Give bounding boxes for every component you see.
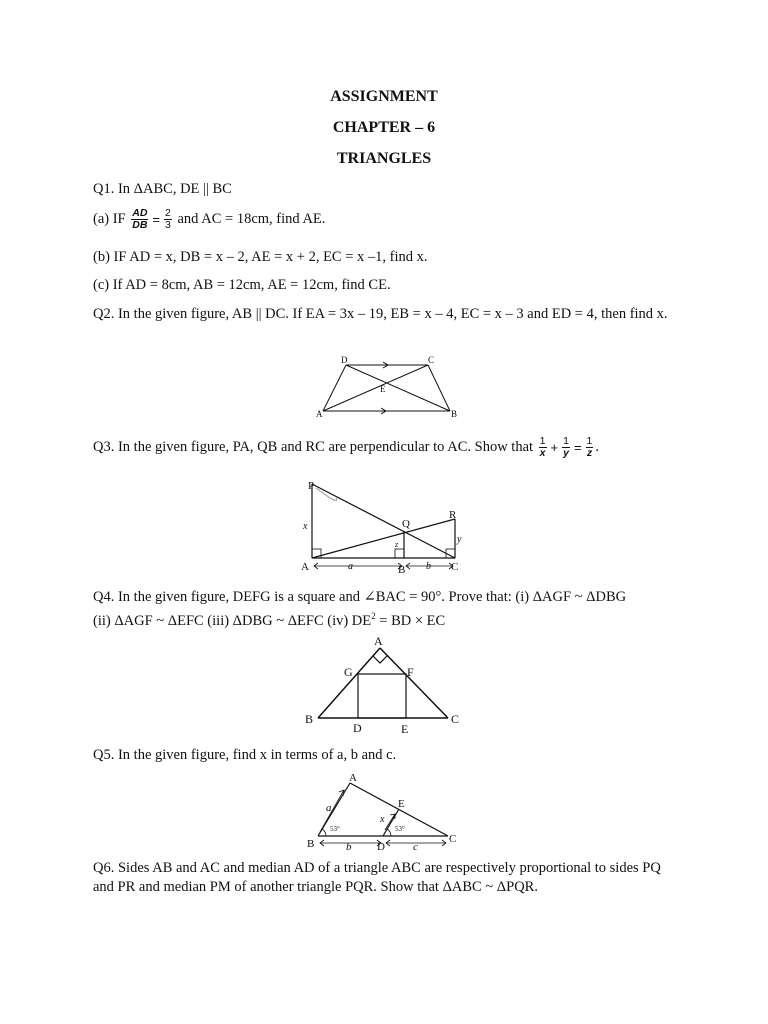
q3-label-seg-a: a bbox=[348, 561, 353, 572]
q4-label-d: D bbox=[353, 721, 362, 735]
q4-label-e: E bbox=[401, 722, 409, 736]
q5-angle-53-first: 53° bbox=[330, 825, 340, 833]
q3-label-r: R bbox=[449, 509, 457, 521]
q3-fraction-1-over-y bbox=[562, 436, 570, 459]
q1-part-c: (c) If AD = 8cm, AB = 12cm, AE = 12cm, find CE. bbox=[93, 277, 391, 293]
angle-symbol: ∠ bbox=[363, 589, 376, 605]
q2-text: Q2. In the given figure, AB || DC. If EA = 3x – 19, EB = x – 4, EC = x – 3 and ED = 4, then find x. bbox=[93, 306, 668, 322]
q2-label-c: C bbox=[428, 355, 435, 365]
q3-label-x: x bbox=[303, 521, 308, 532]
q3-label-c: C bbox=[451, 561, 459, 573]
q3-label-z: z bbox=[395, 540, 399, 549]
q3-label-p: P bbox=[308, 480, 315, 492]
q1a-prefix: (a) IF bbox=[93, 210, 126, 227]
q4-line-1 bbox=[93, 588, 626, 607]
q2-label-d: D bbox=[341, 355, 348, 365]
q1a-value-denominator: 3 bbox=[165, 219, 171, 231]
q1a-suffix: and AC = 18cm, find AE. bbox=[177, 210, 326, 227]
q2-label-e: E bbox=[380, 384, 386, 394]
q4-label-a: A bbox=[374, 634, 383, 648]
q5-label-seg-c: c bbox=[413, 841, 418, 853]
q4-line-1-start: Q4. In the given figure, DEFG is a square and bbox=[93, 589, 360, 605]
q5-label-e: E bbox=[398, 798, 405, 810]
q3-f3-numerator: 1 bbox=[586, 435, 593, 447]
q1a-ratio-fraction bbox=[131, 208, 148, 231]
q4-line-1-end: BAC = 90°. Prove that: (i) ΔAGF ~ ΔDBG bbox=[375, 589, 627, 605]
q3-label-seg-b: b bbox=[426, 561, 431, 572]
q1a-value-numerator: 2 bbox=[165, 207, 171, 219]
q3-f3-denominator: z bbox=[586, 447, 593, 459]
q1a-equals: = bbox=[152, 212, 161, 227]
q5-text: Q5. In the given figure, find x in terms of a, b and c. bbox=[93, 747, 397, 763]
q4-label-b: B bbox=[305, 712, 314, 726]
q6-text: Q6. Sides AB and AC and median AD of a triangle ABC are respectively proportional to sides PQ and PR and median PM of another triangle PQR. Show that ΔABC ~ ΔPQR. bbox=[93, 860, 661, 895]
q3-fraction-1-over-z bbox=[586, 436, 594, 459]
q3-equals: = bbox=[573, 440, 582, 455]
q5-angle-53-second: 53° bbox=[395, 825, 405, 833]
q3-text-prefix: Q3. In the given figure, PA, QB and RC are perpendicular to AC. Show that bbox=[93, 438, 534, 455]
q3-label-y: y bbox=[457, 534, 462, 545]
q5-label-a: A bbox=[349, 772, 357, 784]
q3-text bbox=[93, 436, 599, 459]
q4-label-f: F bbox=[407, 665, 414, 679]
chapter-heading: CHAPTER – 6 bbox=[332, 119, 436, 136]
q3-f1-denominator: x bbox=[539, 447, 546, 459]
q2-label-a: A bbox=[316, 409, 323, 419]
q4-label-g: G bbox=[344, 665, 353, 679]
q3-f1-numerator: 1 bbox=[539, 435, 546, 447]
q4-line-2-end: = BD × EC bbox=[375, 612, 446, 629]
q4-square-in-triangle-figure bbox=[302, 634, 464, 736]
q5-label-b: B bbox=[307, 838, 315, 850]
q3-perpendiculars-figure bbox=[300, 476, 475, 576]
q5-label-seg-b: b bbox=[346, 841, 352, 853]
q4-superscript: 2 bbox=[371, 611, 376, 621]
q3-plus: + bbox=[550, 440, 559, 455]
q5-parallel-lines-figure bbox=[306, 770, 462, 852]
q2-label-b: B bbox=[451, 409, 458, 419]
q3-fraction-1-over-x bbox=[539, 436, 547, 459]
q4-line-2 bbox=[93, 607, 445, 631]
assignment-heading: ASSIGNMENT bbox=[330, 88, 438, 105]
q3-label-b: B bbox=[398, 564, 406, 576]
q1a-ratio-denominator: DB bbox=[132, 219, 148, 231]
q1-stem: Q1. In ΔABC, DE || BC bbox=[93, 181, 232, 197]
q5-label-seg-a: a bbox=[326, 802, 332, 814]
q3-label-q: Q bbox=[402, 518, 410, 530]
q4-label-c: C bbox=[451, 712, 460, 726]
q3-f2-numerator: 1 bbox=[563, 435, 569, 447]
q4-line-2-start: (ii) ΔAGF ~ ΔEFC (iii) ΔDBG ~ ΔEFC (iv) DE bbox=[93, 612, 372, 629]
q3-label-a: A bbox=[301, 561, 309, 573]
q1a-ratio-numerator: AD bbox=[132, 207, 148, 219]
q5-label-seg-x: x bbox=[380, 814, 385, 825]
q2-trapezium-figure bbox=[315, 355, 460, 421]
q3-end: . bbox=[595, 438, 600, 455]
q5-label-c: C bbox=[449, 833, 457, 845]
q1a-value-fraction bbox=[164, 208, 172, 231]
q3-f2-denominator: y bbox=[563, 447, 569, 459]
q5-label-d: D bbox=[377, 841, 385, 853]
q1-part-b: (b) IF AD = x, DB = x – 2, AE = x + 2, EC = x –1, find x. bbox=[93, 249, 428, 265]
topic-heading: TRIANGLES bbox=[336, 150, 432, 167]
q1-part-a bbox=[93, 208, 325, 231]
